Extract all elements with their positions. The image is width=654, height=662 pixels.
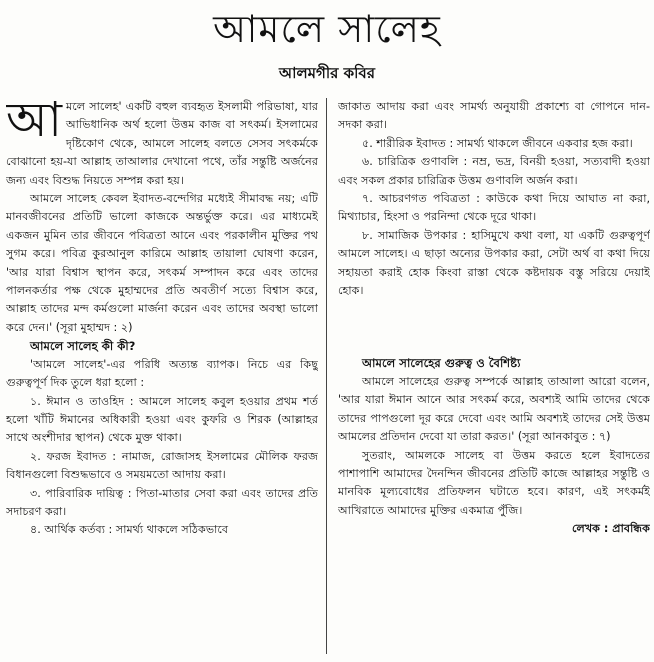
list-item: ৬. চারিত্রিক গুণাবলি : নম্র, ভদ্র, বিনয়ী হওয়া, সত্যবাদী হওয়া এবং সকল প্রকার চারিত্রিক উত্তম গুণাবলি অর্জন করা। <box>338 155 650 187</box>
body-paragraph: সুতরাং, আমলকে সালেহ বা উত্তম করতে হলে ইবাদতের পাশাপাশি আমাদের দৈনন্দিন জীবনের প্রতিটি কাজে আল্লাহর সন্তুষ্টি ও মানবিক মূল্যবোধের প্রতিফলন ঘটাতে হবে। কারণ, এই সৎকর্মই আখিরাতে আমাদের মুক্তির একমাত্র পুঁজি। <box>338 448 650 517</box>
list-item: ২. ফরজ ইবাদত : নামাজ, রোজাসহ ইসলামের মৌলিক ফরজ বিধানগুলো বিশুদ্ধভাবে ও সময়মতো আদায় করা। <box>6 449 318 482</box>
list-item: ৩. পারিবারিক দায়িত্ব : পিতা-মাতার সেবা করা এবং তাদের প্রতি সদাচরণ করা। <box>6 486 318 518</box>
list-item: ৮. সামাজিক উপকার : হাসিমুখে কথা বলা, যা একটি গুরুত্বপূর্ণ আমলে সালেহ। এ ছাড়া অন্যের উপকার করা, সেটা অর্থ বা কথা দিয়ে সহায়তা করাই হোক কিংবা রাস্তা থেকে কষ্টদায়ক বস্তু সরিয়ে দেয়াই হোক। <box>338 228 650 298</box>
section-heading: আমলে সালেহ কী কী? <box>30 339 136 354</box>
list-item: ১. ঈমান ও তাওহিদ : আমলে সালেহ কবুল হওয়ার প্রথম শর্ত হলো খাঁটি ঈমানের অধিকারী হওয়া এবং কুফরি ও শিরক (আল্লাহর সাথে অংশীদার স্থাপন) থেকে মুক্ত থাকা। <box>6 394 318 445</box>
byline-value: প্রাবন্ধিক <box>612 522 650 536</box>
intro-paragraph <box>6 98 318 190</box>
body-paragraph: 'আমলে সালেহ'-এর পরিধি অত্যন্ত ব্যাপক। নিচে এর কিছু গুরুত্বপূর্ণ দিক তুলে ধরা হলো : <box>6 357 318 390</box>
body-paragraph: আমলে সালেহের গুরুত্ব সম্পর্কে আল্লাহ তাআলা আরো বলেন, 'আর যারা ঈমান আনে আর সৎকর্ম করে, অবশ্যই আমি তাদের থেকে তাদের পাপগুলো দূর করে দেবো এবং আমি অবশ্যই তাদের সেই উত্তম আমলের প্রতিদান দেবো যা তারা করত।' (সূরা আনকাবুত : ৭) <box>338 374 650 444</box>
list-item: ৫. শারীরিক ইবাদত : সামর্থ্য থাকলে জীবনে একবার হজ করা। <box>362 136 633 150</box>
byline-label: লেখক : <box>571 522 609 536</box>
column-divider <box>326 98 327 654</box>
right-column <box>338 98 650 658</box>
section-heading: আমলে সালেহের গুরুত্ব ও বৈশিষ্ট্য <box>362 356 521 371</box>
list-item: ৭. আচরণগত পবিত্রতা : কাউকে কথা দিয়ে আঘাত না করা, মিথ্যাচার, হিংসা ও পরনিন্দা থেকে দূরে থাকা। <box>338 192 650 224</box>
article-title: আমলে সালেহ <box>213 7 441 51</box>
drop-cap: আ <box>6 98 62 148</box>
byline <box>338 520 650 538</box>
continued-paragraph: জাকাত আদায় করা এবং সামর্থ্য অনুযায়ী প্রকাশ্যে বা গোপনে দান-সদকা করা। <box>338 100 650 132</box>
left-column <box>6 98 318 658</box>
intro-text: মলে সালেহ' একটি বহুল ব্যবহৃত ইসলামী পরিভাষা, যার আভিধানিক অর্থ হলো উত্তম কাজ বা সৎকর্ম। ইসলামের দৃষ্টিকোণ থেকে, আমলে সালেহ বলতে সেসব সৎকর্মকে বোঝানো হয়-যা আল্লাহ তাআলার দেখানো পথে, তাঁর সন্তুষ্টি অর্জনের জন্য এবং বিশুদ্ধ নিয়তে সম্পন্ন করা হয়। <box>6 100 318 187</box>
author-name: আলমগীর কবির <box>279 64 375 82</box>
body-paragraph: আমলে সালেহ কেবল ইবাদত-বন্দেগির মধ্যেই সীমাবদ্ধ নয়; এটি মানবজীবনের প্রতিটি ভালো কাজকে অন্তর্ভুক্ত করে। এর মাধ্যমেই একজন মুমিন তার জীবনে পবিত্রতা আনে এবং পরকালীন মুক্তির পথ সুগম করে। পবিত্র কুরআনুল কারিমে আল্লাহ তায়ালা ঘোষণা করেন, 'আর যারা বিশ্বাস স্থাপন করে, সৎকর্ম সম্পাদন করে এবং তাদের পালনকর্তার পক্ষ থেকে মুহাম্মদের প্রতি অবতীর্ণ সত্যে বিশ্বাস করে, আল্লাহ তাদের মন্দ কর্মগুলো মার্জনা করেন এবং তাদের অবস্থা ভালো করে দেন।' (সূরা মুহাম্মদ : ২) <box>6 192 318 334</box>
list-item: ৪. আর্থিক কর্তব্য : সামর্থ্য থাকলে সঠিকভাবে <box>30 523 229 537</box>
